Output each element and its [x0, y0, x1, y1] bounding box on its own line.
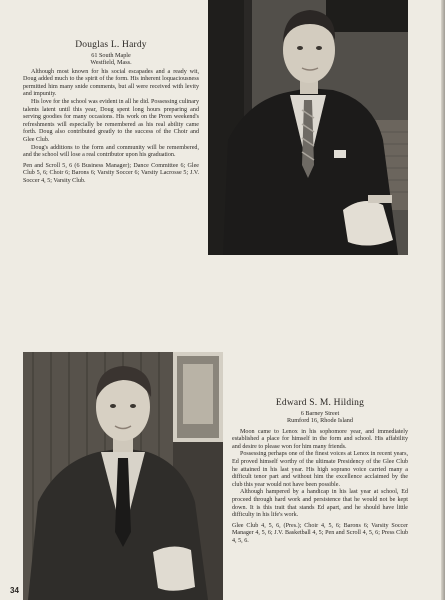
activities-list: Pen and Scroll 5, 6 (6 Business Manager); Dance Committee 6; Glee Club 5, 6; Choir 6; Barons 6; Varsity Soccer 6; Varsity Lacrosse 5; J.V. Soccer 4, 5; Varsity Club.: [23, 162, 199, 184]
student-name: Douglas L. Hardy: [75, 40, 147, 50]
address-line: Rumford 16, Rhode Island: [287, 417, 353, 425]
portrait-photo-hardy: [208, 0, 408, 255]
portrait-photo-hilding: [23, 352, 223, 600]
student-address: [23, 52, 199, 67]
bio-paragraph: Although hampered by a handicap in his last year at school, Ed proceed through hard work and persistence that he would not be kept down. It is this trait that stands Ed apart, and he should have little difficulty in his life's work.: [232, 489, 408, 519]
bio-paragraph: His love for the school was evident in all he did. Possessing culinary talents latent until this year, Doug spent long hours preparing and serving goodies for many occasions. His work on the Prom weekend's refreshments will especially be remembered as his real ability came forth. Doug also contributed greatly to the success of the Choir and Glee Club.: [23, 98, 199, 143]
bio-paragraph: Although most known for his social escapades and a ready wit, Doug added much to the spirit of the form. His inherent loquaciousness permitted him many snide comments, but all were received with levity and impunity.: [23, 68, 199, 98]
address-line: 6 Barney Street: [300, 410, 340, 417]
student-address: [232, 410, 408, 425]
bio-paragraph: Moon came to Lenox in his sophomore year, and immediately established a place for himself in the form and school. His affability and desire to please won for him many friends.: [232, 428, 408, 450]
page-number: 34: [10, 586, 19, 595]
bio-paragraph: Doug's additions to the form and community will be remembered, and the school will lose a real contributor upon his graduation.: [23, 144, 199, 159]
activities-list: Glee Club 4, 5, 6, (Pres.); Choir 4, 5, 6; Barons 6; Varsity Soccer Manager 4, 5, 6; J.V. Basketball 4, 5; Pen and Scroll 4, 5, 6; Press Club 4, 5, 6.: [232, 522, 408, 544]
page-binding-edge: [441, 0, 445, 600]
address-line: 61 South Maple: [91, 52, 131, 59]
student-name: Edward S. M. Hilding: [275, 398, 365, 408]
bio-paragraph: Possessing perhaps one of the finest voices at Lenox in recent years, Ed proved himself worthy of the ultimate Presidency of the Glee Club he attained in his last year. His high soprano voice carried many a difficult tenor part and without him the excellence acclaimed by the club this year would not have been possible.: [232, 451, 408, 488]
address-line: Westfield, Mass.: [90, 59, 132, 67]
bio-hilding: [232, 398, 408, 546]
bio-hardy: [23, 40, 199, 186]
